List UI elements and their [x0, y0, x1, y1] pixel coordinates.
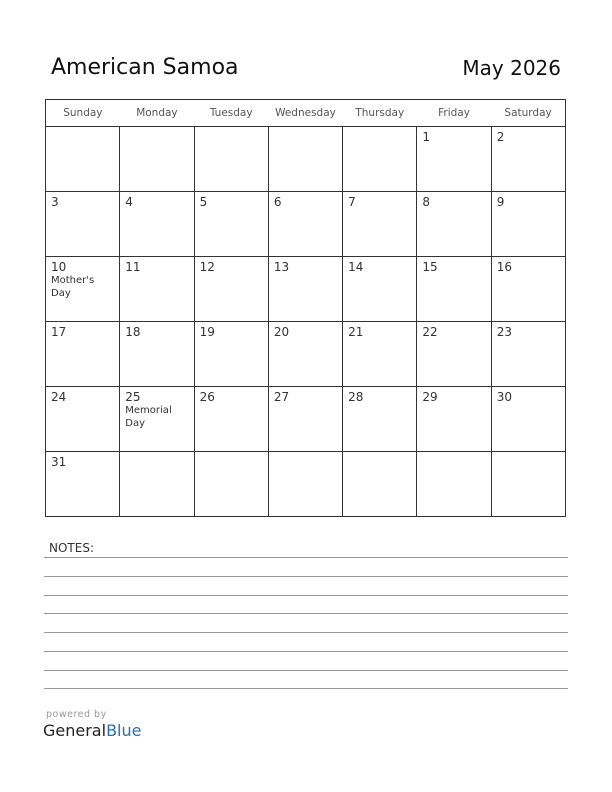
day-cell — [343, 322, 417, 387]
notes-line — [44, 670, 568, 671]
day-cell — [343, 387, 417, 452]
notes-line — [44, 613, 568, 614]
weekday-header: Wednesday — [268, 100, 342, 127]
notes-line — [44, 557, 568, 558]
day-number: 11 — [125, 260, 141, 274]
notes-line — [44, 632, 568, 633]
day-cell — [491, 192, 565, 257]
day-cell — [194, 257, 268, 322]
day-cell — [491, 257, 565, 322]
day-number: 22 — [422, 325, 438, 339]
day-cell — [268, 387, 342, 452]
day-cell — [194, 127, 268, 192]
day-cell — [194, 192, 268, 257]
day-number: 28 — [348, 390, 364, 404]
calendar-week-row — [46, 387, 566, 452]
day-cell — [268, 192, 342, 257]
day-number: 26 — [199, 390, 215, 404]
powered-by-text: powered by — [46, 709, 107, 720]
day-number: 20 — [273, 325, 290, 339]
calendar-week-row — [46, 257, 566, 322]
weekday-header: Tuesday — [194, 100, 268, 127]
holiday-label: Mother's Day — [51, 275, 95, 299]
day-cell — [46, 452, 120, 517]
calendar-week-row — [46, 322, 566, 387]
day-cell — [194, 452, 268, 517]
day-cell — [491, 452, 565, 517]
calendar-week-row — [46, 192, 566, 257]
day-number: 14 — [348, 260, 364, 274]
day-number: 4 — [125, 195, 133, 209]
day-number: 27 — [273, 390, 290, 404]
day-number: 25 — [125, 390, 141, 404]
day-cell — [417, 257, 491, 322]
day-cell — [120, 257, 194, 322]
day-number: 5 — [199, 195, 208, 209]
weekday-header: Monday — [120, 100, 194, 127]
day-cell — [46, 192, 120, 257]
day-cell — [343, 257, 417, 322]
notes-line — [44, 651, 568, 652]
day-cell — [46, 257, 120, 322]
day-number: 1 — [422, 130, 431, 144]
day-number: 3 — [51, 195, 59, 209]
day-cell — [46, 387, 120, 452]
day-number: 8 — [422, 195, 431, 209]
day-number: 9 — [496, 195, 505, 209]
weekday-header: Sunday — [46, 100, 120, 127]
notes-label: NOTES: — [49, 541, 94, 555]
weekday-header: Friday — [417, 100, 491, 127]
day-number: 19 — [199, 325, 215, 339]
day-cell — [120, 127, 194, 192]
day-cell — [120, 322, 194, 387]
day-cell — [417, 192, 491, 257]
calendar-week-row — [46, 127, 566, 192]
day-cell — [417, 127, 491, 192]
day-number: 31 — [51, 455, 67, 469]
calendar-month: May 2026 — [462, 56, 561, 80]
calendar-title: American Samoa — [51, 55, 239, 80]
day-cell — [120, 452, 194, 517]
day-cell — [491, 127, 565, 192]
day-number: 30 — [496, 390, 512, 404]
day-cell — [417, 322, 491, 387]
day-cell — [343, 127, 417, 192]
day-number: 24 — [51, 390, 67, 404]
day-cell — [194, 322, 268, 387]
weekday-header-row — [46, 100, 566, 127]
day-cell — [491, 387, 565, 452]
day-cell — [194, 387, 268, 452]
day-cell — [46, 127, 120, 192]
day-cell — [268, 322, 342, 387]
holiday-label: Memorial Day — [125, 405, 172, 429]
calendar-table — [45, 99, 566, 517]
calendar-body — [46, 127, 566, 517]
day-cell — [268, 127, 342, 192]
day-cell — [343, 192, 417, 257]
day-number: 13 — [273, 260, 290, 274]
day-cell — [120, 387, 194, 452]
logo-general: General — [43, 721, 107, 740]
day-number: 7 — [348, 195, 356, 209]
day-number: 18 — [125, 325, 141, 339]
day-cell — [268, 452, 342, 517]
day-number: 17 — [51, 325, 67, 339]
day-cell — [417, 452, 491, 517]
day-number: 21 — [348, 325, 364, 339]
day-cell — [417, 387, 491, 452]
day-cell — [120, 192, 194, 257]
calendar-grid — [45, 99, 566, 517]
calendar-week-row — [46, 452, 566, 517]
day-number: 10 — [51, 260, 67, 274]
day-number: 6 — [273, 195, 282, 209]
weekday-header: Saturday — [491, 100, 565, 127]
day-cell — [491, 322, 565, 387]
notes-line — [44, 595, 568, 596]
day-number: 2 — [496, 130, 505, 144]
day-number: 12 — [199, 260, 215, 274]
generalblue-logo — [43, 721, 141, 740]
day-cell — [268, 257, 342, 322]
day-number: 23 — [496, 325, 512, 339]
day-cell — [343, 452, 417, 517]
weekday-header: Thursday — [343, 100, 417, 127]
notes-line — [44, 688, 568, 689]
day-cell — [46, 322, 120, 387]
notes-line — [44, 576, 568, 577]
day-number: 29 — [422, 390, 438, 404]
logo-blue: Blue — [106, 721, 142, 740]
day-number: 15 — [422, 260, 438, 274]
day-number: 16 — [496, 260, 512, 274]
